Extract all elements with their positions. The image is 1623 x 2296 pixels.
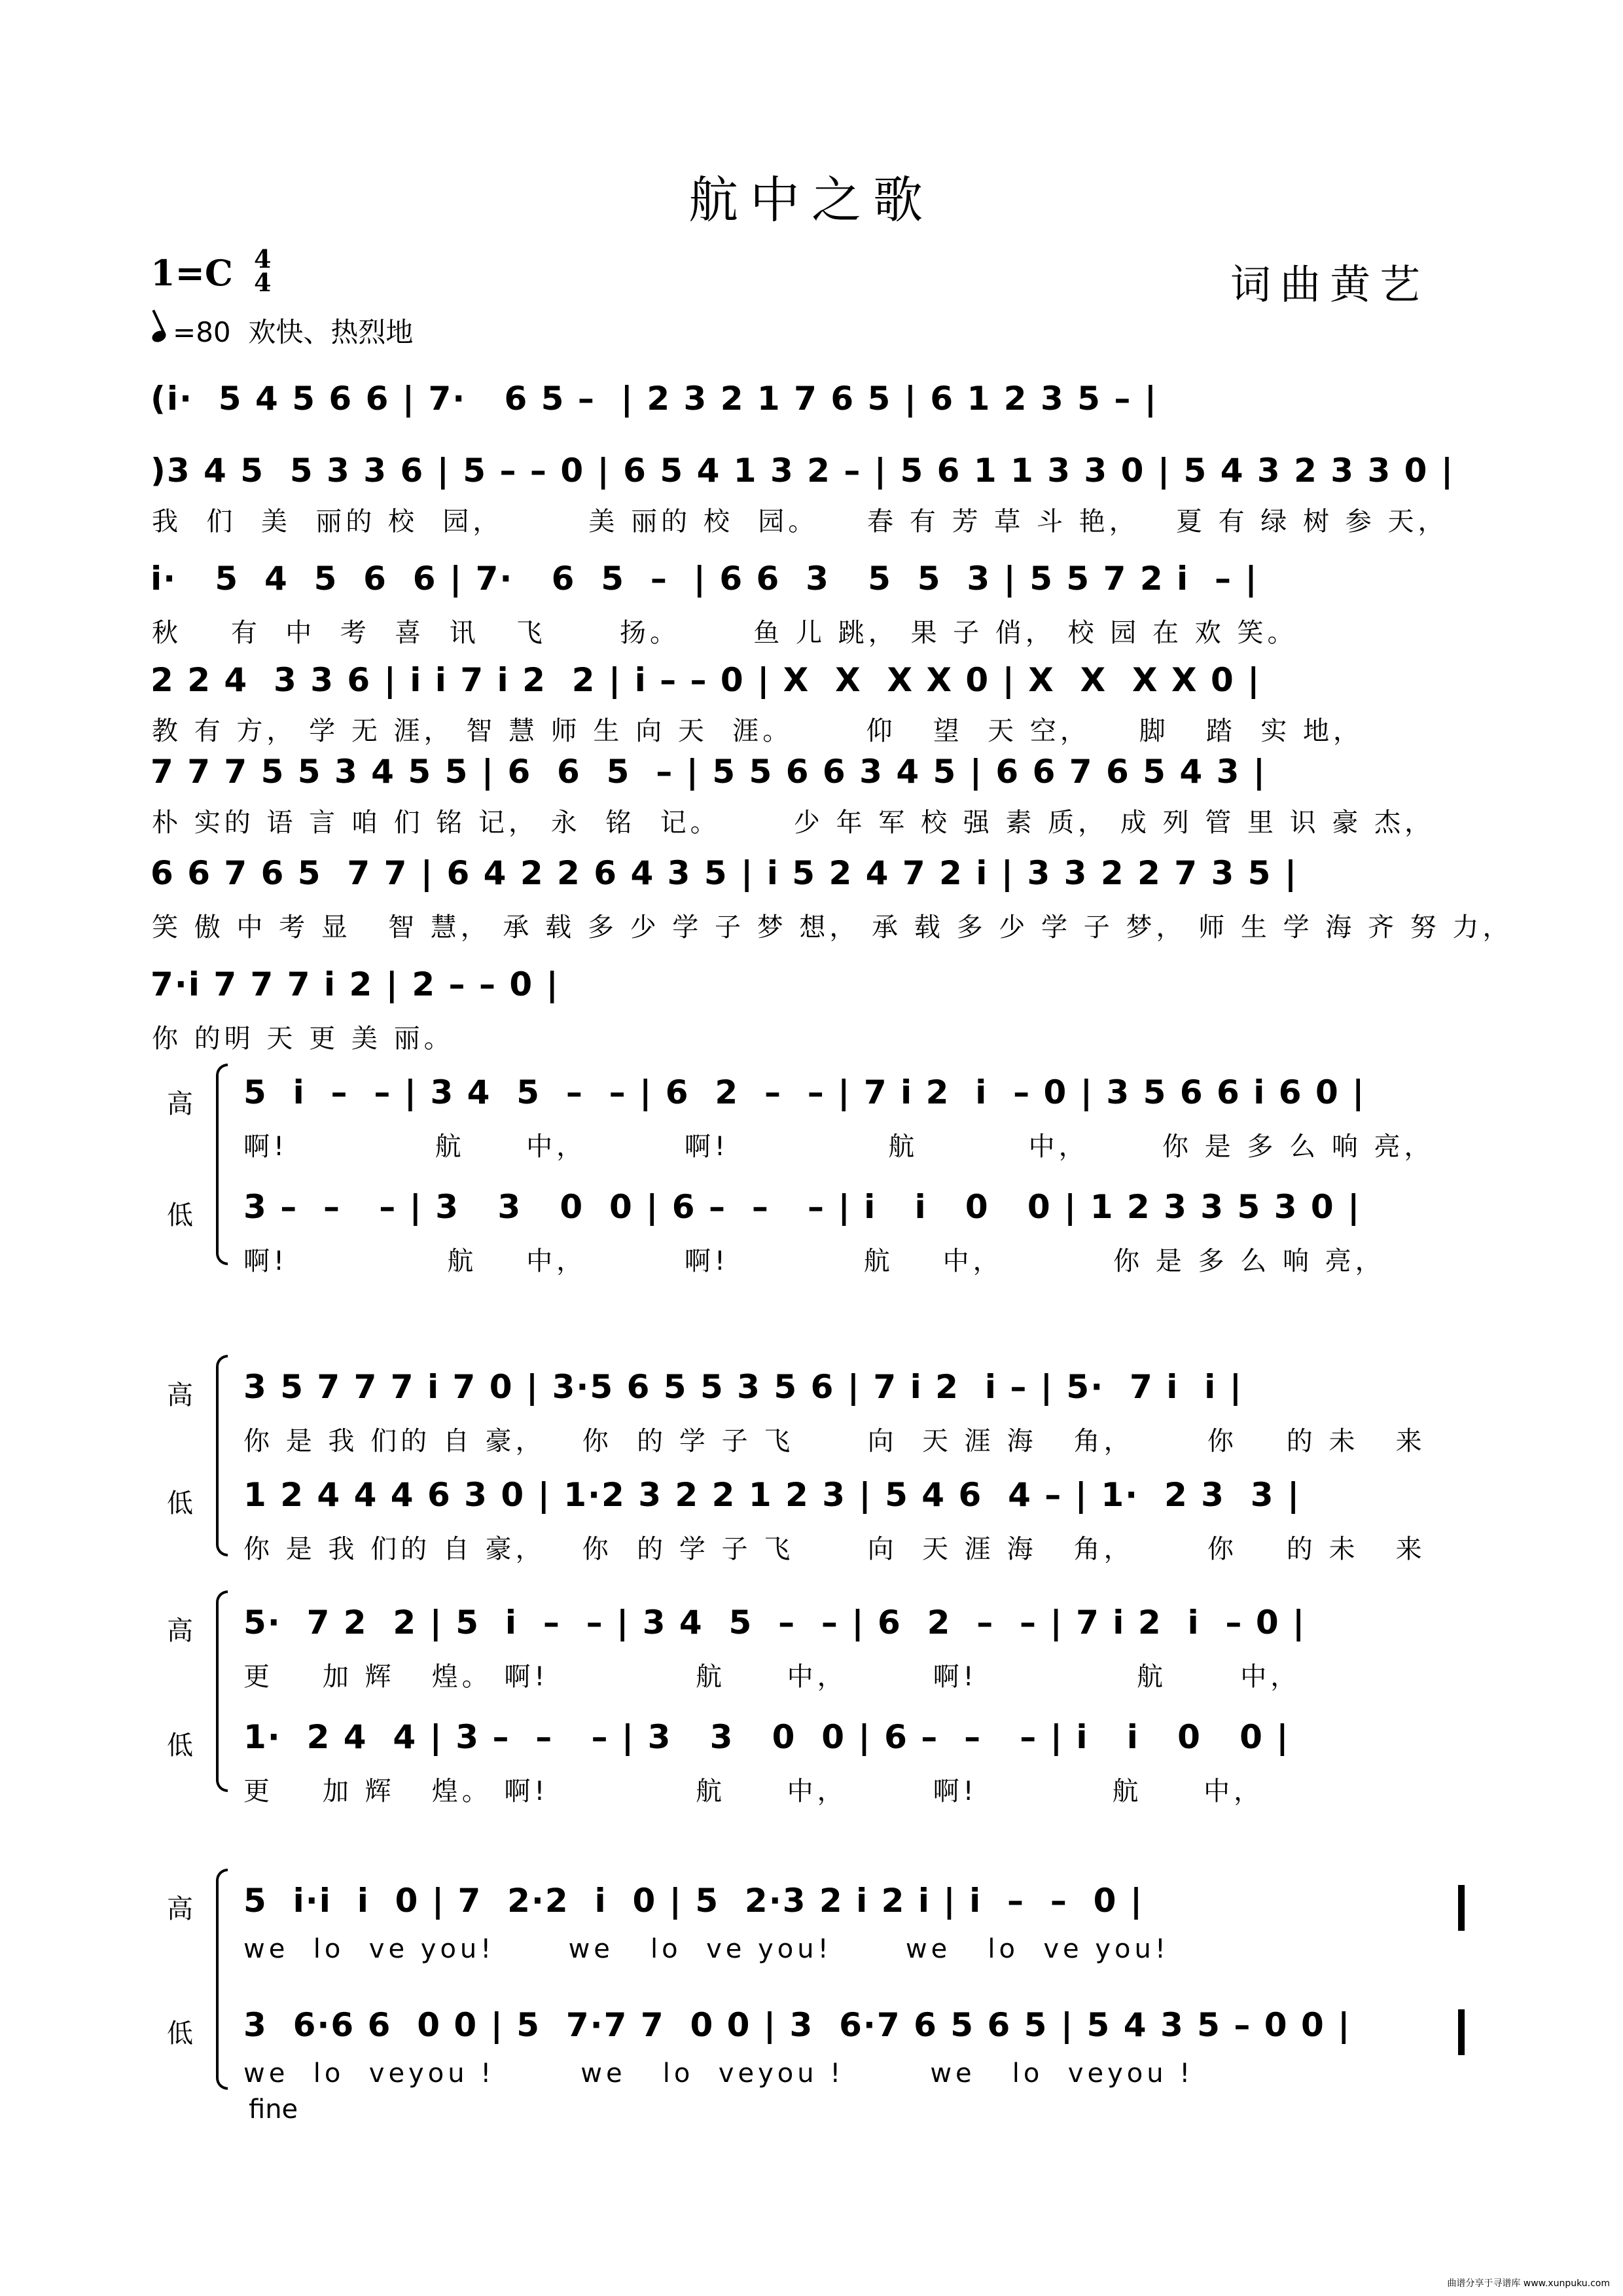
chorus-3-low-notation: 1· 2 4 4 | 3 – – – | 3 3 0 0 | 6 – – – | i i 0 0 | bbox=[243, 1718, 1290, 1756]
chorus-3-low-lyrics: 更 加 辉 煌。 啊! 航 中， 啊! 航 中， bbox=[243, 1776, 1264, 1806]
tempo-marking bbox=[152, 311, 413, 350]
voice-label-high: 高 bbox=[167, 1089, 193, 1119]
fine-marking: fine bbox=[249, 2094, 298, 2125]
voice-label-low: 低 bbox=[167, 2018, 193, 2049]
voice-label-high: 高 bbox=[167, 1380, 193, 1410]
voice-label-high: 高 bbox=[167, 1894, 193, 1924]
verse-notation-6: 7·i 7 7 7 i 2 | 2 – – 0 | bbox=[151, 965, 560, 1003]
intro-notation: (i· 5 4 5 6 6 | 7· 6 5 – | 2 3 2 1 7 6 5 | 6 1 2 3 5 – | bbox=[151, 380, 1158, 418]
key-signature: 1=C bbox=[151, 252, 233, 294]
chorus-2-high-lyrics: 你 是 我 们的 自 豪， 你 的 学 子 飞 向 天 涯 海 角， 你 的 未 来 bbox=[243, 1426, 1426, 1456]
final-barline bbox=[1458, 1885, 1465, 1931]
verse-lyrics-1: 我 们 美 丽的 校 园， 美 丽的 校 园。 春 有 芳 草 斗 艳， 夏 有 绿 树 参 天， bbox=[152, 507, 1448, 537]
chorus-2-high-notation: 3 5 7 7 7 i 7 0 | 3·5 6 5 5 3 5 6 | 7 i 2 i – | 5· 7 i i | bbox=[243, 1368, 1243, 1406]
chorus-3-high-notation: 5· 7 2 2 | 5 i – – | 3 4 5 – – | 6 2 – – | 7 i 2 i – 0 | bbox=[243, 1604, 1306, 1641]
watermark-credit: 曲谱分享于寻谱库 www.xunpuku.com bbox=[1447, 2278, 1610, 2289]
quarter-note-icon bbox=[151, 329, 168, 344]
final-barline bbox=[1458, 2009, 1465, 2055]
verse-notation-1: )3 4 5 5 3 3 6 | 5 – – 0 | 6 5 4 1 3 2 – | 5 6 1 1 3 3 0 | 5 4 3 2 3 3 0 | bbox=[151, 452, 1455, 490]
system-brace bbox=[216, 1064, 228, 1265]
time-top: 4 bbox=[254, 244, 272, 274]
voice-label-low: 低 bbox=[167, 1488, 193, 1518]
voice-label-high: 高 bbox=[167, 1616, 193, 1646]
chorus-4-high-notation: 5 i·i i 0 | 7 2·2 i 0 | 5 2·3 2 i 2 i | i – – 0 | bbox=[243, 1882, 1144, 1920]
chorus-1-high-lyrics: 啊! 航 中， 啊! 航 中， 你 是 多 么 响 亮， bbox=[243, 1132, 1435, 1162]
voice-label-low: 低 bbox=[167, 1200, 193, 1230]
author-credit: 词曲黄艺 bbox=[1230, 260, 1430, 308]
time-signature bbox=[254, 244, 272, 297]
verse-notation-2: i· 5 4 5 6 6 | 7· 6 5 – | 6 6 3 5 5 3 | 5 5 7 2 i – | bbox=[151, 560, 1258, 598]
chorus-4-low-notation: 3 6·6 6 0 0 | 5 7·7 7 0 0 | 3 6·7 6 5 6 5 | 5 4 3 5 – 0 0 | bbox=[243, 2006, 1351, 2044]
verse-notation-3: 2 2 4 3 3 6 | i i 7 i 2 2 | i – – 0 | X X X X 0 | X X X X 0 | bbox=[151, 661, 1261, 699]
verse-lyrics-2: 秋 有 中 考 喜 讯 飞 扬。 鱼 儿 跳， 果 子 俏， 校 园 在 欢 笑。 bbox=[152, 618, 1298, 648]
chorus-2-low-lyrics: 你 是 我 们的 自 豪， 你 的 学 子 飞 向 天 涯 海 角， 你 的 未 来 bbox=[243, 1534, 1426, 1564]
chorus-1-low-notation: 3 – – – | 3 3 0 0 | 6 – – – | i i 0 0 | 1 2 3 3 5 3 0 | bbox=[243, 1188, 1361, 1226]
time-bottom: 4 bbox=[254, 268, 272, 297]
verse-notation-5: 6 6 7 6 5 7 7 | 6 4 2 2 6 4 3 5 | i 5 2 4 7 2 i | 3 3 2 2 7 3 5 | bbox=[151, 854, 1298, 892]
chorus-1-low-lyrics: 啊! 航 中， 啊! 航 中， 你 是 多 么 响 亮， bbox=[243, 1246, 1385, 1276]
tempo-bpm: =80 bbox=[173, 316, 231, 348]
system-brace bbox=[216, 1869, 228, 2090]
page-title: 航中之歌 bbox=[688, 171, 935, 229]
chorus-4-low-lyrics: we lo veyou ! we lo veyou ! we lo veyou ! bbox=[243, 2058, 1194, 2089]
chorus-4-high-lyrics: we lo ve you! we lo ve you! we lo ve you! bbox=[243, 1934, 1169, 1964]
verse-lyrics-3: 教 有 方， 学 无 涯， 智 慧 师 生 向 天 涯。 仰 望 天 空， 脚 踏 实 地， bbox=[152, 716, 1364, 746]
tempo-expression: 欢快、热烈地 bbox=[248, 316, 414, 348]
verse-lyrics-6: 你 的明 天 更 美 丽。 bbox=[152, 1024, 454, 1054]
chorus-2-low-notation: 1 2 4 4 4 6 3 0 | 1·2 3 2 2 1 2 3 | 5 4 6 4 – | 1· 2 3 3 | bbox=[243, 1476, 1301, 1514]
verse-lyrics-5: 笑 傲 中 考 显 智 慧， 承 载 多 少 学 子 梦 想， 承 载 多 少 学 子 梦， 师 生 学 海 齐 努 力， bbox=[152, 912, 1513, 942]
verse-notation-4: 7 7 7 5 5 3 4 5 5 | 6 6 5 – | 5 5 6 6 3 4 5 | 6 6 7 6 5 4 3 | bbox=[151, 753, 1267, 791]
chorus-3-high-lyrics: 更 加 辉 煌。 啊! 航 中， 啊! 航 中， bbox=[243, 1662, 1301, 1692]
system-brace bbox=[216, 1355, 228, 1556]
system-brace bbox=[216, 1590, 228, 1792]
voice-label-low: 低 bbox=[167, 1731, 193, 1761]
chorus-1-high-notation: 5 i – – | 3 4 5 – – | 6 2 – – | 7 i 2 i – 0 | 3 5 6 6 i 6 0 | bbox=[243, 1073, 1366, 1111]
verse-lyrics-4: 朴 实的 语 言 咱 们 铭 记， 永 铭 记。 少 年 军 校 强 素 质， 成 列 管 里 识 豪 杰， bbox=[152, 808, 1435, 838]
